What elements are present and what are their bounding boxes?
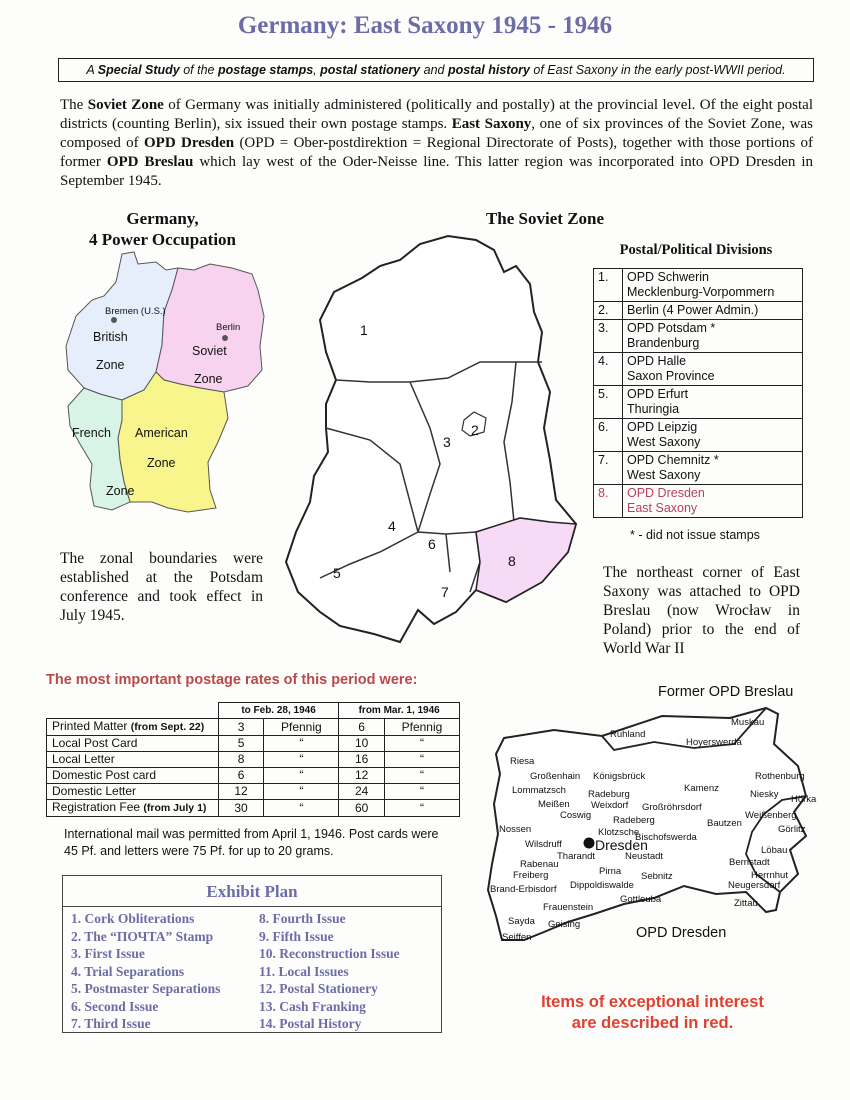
town-label: Dresden (595, 837, 648, 853)
district-number: 2 (471, 422, 479, 438)
rate-old-unit: “ (264, 736, 339, 752)
division-row (594, 452, 803, 485)
town-label: Frauenstein (543, 902, 594, 913)
district-number: 4 (388, 518, 396, 534)
division-line1: OPD Leipzig (627, 420, 698, 434)
division-name (623, 320, 803, 353)
map-label-american: American (135, 426, 188, 440)
rate-old-unit: “ (264, 800, 339, 817)
town-label: Gottleuba (620, 894, 662, 905)
town-label: Königsbrück (593, 771, 646, 782)
rate-new-value: 10 (339, 736, 385, 752)
rates-header-row (47, 703, 460, 719)
rate-new-unit: “ (384, 768, 459, 784)
rate-new-unit: “ (384, 752, 459, 768)
rates-table (46, 702, 460, 817)
town-label: Neustadt (625, 851, 664, 862)
town-label: Bautzen (707, 818, 742, 829)
germany-occupation-map (60, 250, 270, 520)
subtitle-text: and (420, 63, 448, 77)
town-label: Coswig (560, 810, 592, 821)
town-label: Nossen (499, 824, 532, 835)
rate-item-note: (from Sept. 22) (130, 721, 205, 733)
germany-map-heading-line: Germany, (126, 209, 199, 228)
dresden-region-map (484, 704, 824, 954)
rate-row (47, 768, 460, 784)
soviet-map-heading: The Soviet Zone (485, 209, 605, 228)
east-saxony-region (476, 518, 576, 602)
germany-map-heading (60, 208, 265, 250)
division-number: 1. (594, 269, 623, 302)
exhibit-plan-left-column (71, 910, 220, 1033)
intro-emphasis: OPD Dresden (144, 135, 235, 151)
rate-item (47, 800, 219, 817)
intro-text: (OPD = Ober-postdirektion = Regional Directorate of Posts), together with those portions of former (60, 135, 813, 170)
exhibit-plan-item: 3. First Issue (71, 946, 145, 961)
breslau-note-text: The northeast corner of East Saxony was attached to OPD Breslau (now Wrocław in Poland) prior to the end of World War II (603, 564, 800, 657)
map-label-american-zone: Zone (147, 456, 176, 470)
division-number: 8. (594, 485, 623, 518)
exhibit-plan-item: 2. The “ПОЧТА” Stamp (71, 928, 214, 944)
exhibit-plan-divider (63, 906, 441, 907)
rates-heading: The most important postage rates of this period were: (46, 672, 418, 688)
division-line1: OPD Chemnitz * (627, 453, 719, 467)
red-legend-line: are described in red. (571, 1014, 734, 1032)
rate-old-value: 12 (218, 784, 264, 800)
town-label: Brand-Erbisdorf (490, 884, 557, 895)
subtitle-banner (58, 58, 814, 82)
town-label: Lommatzsch (512, 785, 566, 796)
division-line2: West Saxony (627, 435, 701, 449)
dresden-marker (584, 838, 595, 849)
exhibit-plan-right-column (259, 910, 400, 1033)
division-line1: OPD Schwerin (627, 270, 709, 284)
rate-item (47, 736, 219, 752)
rate-new-unit: “ (384, 784, 459, 800)
town-label: Pirna (599, 866, 622, 877)
town-label: Rothenburg (755, 771, 805, 782)
division-line2: East Saxony (627, 501, 698, 515)
town-label: Großenhain (530, 771, 581, 782)
intro-text: of Germany was initially administered (politically and postally) at the provincial level. Of the eight postal districts (counting Berlin), six issued their own postage stamps. (60, 97, 814, 132)
division-line2: Brandenburg (627, 336, 700, 350)
town-label: Herrnhut (751, 870, 788, 881)
rate-new-unit: “ (384, 800, 459, 817)
intro-paragraph (60, 96, 813, 191)
town-label: Radeberg (613, 815, 655, 826)
exhibit-plan-item: 12. Postal Stationery (259, 981, 378, 996)
rate-item (47, 768, 219, 784)
town-label: Niesky (750, 789, 779, 800)
berlin-marker (222, 335, 228, 341)
soviet-zone-map (280, 232, 585, 662)
division-row (594, 419, 803, 452)
division-row (594, 386, 803, 419)
rate-item-note: (from July 1) (143, 802, 207, 814)
rates-header-blank (47, 703, 219, 719)
rates-col-new: from Mar. 1, 1946 (339, 703, 460, 719)
town-label: Bischofswerda (635, 832, 697, 843)
rate-old-unit: Pfennig (264, 719, 339, 736)
rate-old-value: 6 (218, 768, 264, 784)
town-label: Freiberg (513, 870, 549, 881)
rate-old-value: 5 (218, 736, 264, 752)
town-label: Löbau (761, 845, 788, 856)
division-number: 7. (594, 452, 623, 485)
map-label-soviet: Soviet (192, 344, 227, 358)
map-label-berlin: Berlin (216, 322, 241, 333)
red-legend-note (500, 992, 805, 1034)
district-number: 1 (360, 322, 368, 338)
town-label: Hörka (791, 794, 817, 805)
rate-item-label: Local Post Card (52, 736, 138, 750)
division-row (594, 353, 803, 386)
division-line1: OPD Potsdam * (627, 321, 716, 335)
exhibit-plan-item: 7. Third Issue (71, 1016, 151, 1031)
intro-emphasis: OPD Breslau (106, 154, 194, 170)
division-row (594, 302, 803, 320)
rate-old-unit: “ (264, 784, 339, 800)
exhibit-plan-title: Exhibit Plan (206, 882, 298, 901)
rate-old-unit: “ (264, 752, 339, 768)
rate-row (47, 736, 460, 752)
division-name (623, 452, 803, 485)
division-name (623, 302, 803, 320)
division-name (623, 386, 803, 419)
town-label: Rabenau (520, 859, 559, 870)
exhibit-plan-item: 14. Postal History (259, 1016, 362, 1031)
division-line2: Mecklenburg-Vorpommern (627, 285, 775, 299)
division-name (623, 485, 803, 518)
town-label: Meißen (538, 799, 570, 810)
division-line1: OPD Erfurt (627, 387, 689, 401)
map-label-bremen: Bremen (U.S.) (105, 306, 166, 317)
town-label: Geising (548, 919, 581, 930)
intro-text: which lay west of the Oder-Neisse line. This latter region was incorporated into OPD Dresden in September 1945. (60, 154, 814, 189)
division-name (623, 419, 803, 452)
divisions-table (593, 268, 803, 518)
exhibit-plan-item: 13. Cash Franking (259, 998, 366, 1014)
division-line2: Saxon Province (627, 369, 715, 383)
rate-new-value: 16 (339, 752, 385, 768)
exhibit-plan-item: 1. Cork Obliterations (71, 911, 195, 926)
rate-item-label: Local Letter (52, 752, 115, 766)
intro-emphasis: East Saxony (451, 116, 532, 132)
subtitle-emphasis: postage stamps (217, 63, 314, 77)
division-row (594, 320, 803, 353)
rate-old-value: 8 (218, 752, 264, 768)
dresden-map-footer: OPD Dresden (636, 925, 727, 941)
exhibit-plan-item: 8. Fourth Issue (259, 911, 346, 926)
division-line1: Berlin (4 Power Admin.) (627, 303, 759, 317)
rate-new-value: 6 (339, 719, 385, 736)
town-label: Seiffen (502, 932, 532, 943)
map-label-soviet-zone: Zone (194, 372, 223, 386)
exhibit-plan-item: 4. Trial Separations (71, 963, 185, 979)
intro-text: , one of six provinces of the Soviet Zone, was composed of (60, 116, 813, 151)
subtitle-text: , (313, 63, 321, 77)
subtitle-text: of the (179, 63, 218, 77)
division-name (623, 353, 803, 386)
subtitle-emphasis: Special Study (97, 63, 180, 77)
exhibit-plan-item: 10. Reconstruction Issue (259, 946, 400, 961)
international-mail-text: International mail was permitted from April 1, 1946. Post cards were 45 Pf. and letters were 75 Pf. for up to 20 grams. (64, 827, 439, 858)
town-label: Tharandt (557, 851, 596, 862)
red-legend-line: Items of exceptional interest (541, 993, 764, 1011)
town-label: Großröhrsdorf (642, 802, 702, 813)
divisions-note: * - did not issue stamps (630, 528, 760, 542)
division-line2: Thuringia (627, 402, 680, 416)
town-label: Sayda (508, 916, 535, 927)
rate-row (47, 800, 460, 817)
division-row (594, 485, 803, 518)
exhibit-plan-item: 6. Second Issue (71, 998, 159, 1014)
subtitle-text: of East Saxony in the early post-WWII period. (529, 63, 786, 77)
town-label: Wilsdruff (525, 839, 562, 850)
exhibit-plan-item: 9. Fifth Issue (259, 928, 334, 944)
town-label: Weißenberg (745, 810, 797, 821)
town-label: Bernstadt (729, 857, 770, 868)
town-label: Zittau (734, 898, 758, 909)
division-number: 3. (594, 320, 623, 353)
rate-item (47, 719, 219, 736)
intro-text: The (60, 97, 88, 113)
division-number: 4. (594, 353, 623, 386)
rate-item-label: Registration Fee (52, 800, 141, 814)
exhibit-plan-box (62, 875, 442, 1033)
breslau-map-heading: Former OPD Breslau (658, 684, 794, 700)
bremen-marker (111, 317, 117, 323)
exhibit-plan-item: 11. Local Issues (259, 963, 349, 979)
town-label: Kamenz (684, 783, 719, 794)
intro-emphasis: Soviet Zone (87, 97, 164, 113)
division-number: 5. (594, 386, 623, 419)
map-label-french-zone: Zone (106, 484, 135, 498)
district-number: 6 (428, 536, 436, 552)
town-label: Radeburg (588, 789, 630, 800)
rate-item-label: Domestic Letter (52, 784, 137, 798)
rate-old-value: 3 (218, 719, 264, 736)
division-line1: OPD Dresden (627, 486, 705, 500)
germany-map-heading-line: 4 Power Occupation (88, 230, 236, 249)
town-label: Riesa (510, 756, 535, 767)
division-number: 6. (594, 419, 623, 452)
division-name (623, 269, 803, 302)
zonal-boundaries-text: The zonal boundaries were established at the Potsdam conference and took effect in July 1945. (60, 550, 263, 624)
subtitle-text: A (86, 63, 98, 77)
divisions-heading: Postal/Political Divisions (619, 242, 773, 258)
map-label-british-zone: Zone (96, 358, 125, 372)
rate-old-unit: “ (264, 768, 339, 784)
map-label-british: British (93, 330, 128, 344)
rate-old-value: 30 (218, 800, 264, 817)
subtitle-emphasis: postal history (447, 63, 530, 77)
rate-row (47, 752, 460, 768)
rate-new-value: 24 (339, 784, 385, 800)
exhibit-plan-item: 5. Postmaster Separations (71, 981, 221, 996)
map-label-french: French (72, 426, 111, 440)
rate-item-label: Domestic Post card (52, 768, 157, 782)
district-number: 5 (333, 565, 341, 581)
district-number: 8 (508, 553, 516, 569)
page-title: Germany: East Saxony 1945 - 1946 (237, 12, 613, 39)
subtitle-emphasis: postal stationery (320, 63, 421, 77)
division-line2: West Saxony (627, 468, 701, 482)
town-label: Dippoldiswalde (570, 880, 634, 891)
town-label: Muskau (731, 717, 765, 728)
town-label: Ruhland (610, 729, 646, 740)
town-label: Weixdorf (591, 800, 629, 811)
division-line1: OPD Halle (627, 354, 687, 368)
rates-col-old: to Feb. 28, 1946 (218, 703, 339, 719)
rate-new-unit: Pfennig (384, 719, 459, 736)
rate-item-label: Printed Matter (52, 719, 128, 733)
rate-row (47, 784, 460, 800)
district-number: 7 (441, 584, 449, 600)
town-label: Neugersdorf (728, 880, 781, 891)
district-number: 3 (443, 434, 451, 450)
division-number: 2. (594, 302, 623, 320)
rate-new-unit: “ (384, 736, 459, 752)
town-label: Hoyerswerda (686, 737, 742, 748)
division-row (594, 269, 803, 302)
town-label: Sebnitz (641, 871, 673, 882)
rate-item (47, 752, 219, 768)
town-label: Klotzsche (598, 827, 640, 838)
rate-row (47, 719, 460, 736)
rate-item (47, 784, 219, 800)
town-label: Görlitz (778, 824, 806, 835)
rate-new-value: 60 (339, 800, 385, 817)
rate-new-value: 12 (339, 768, 385, 784)
